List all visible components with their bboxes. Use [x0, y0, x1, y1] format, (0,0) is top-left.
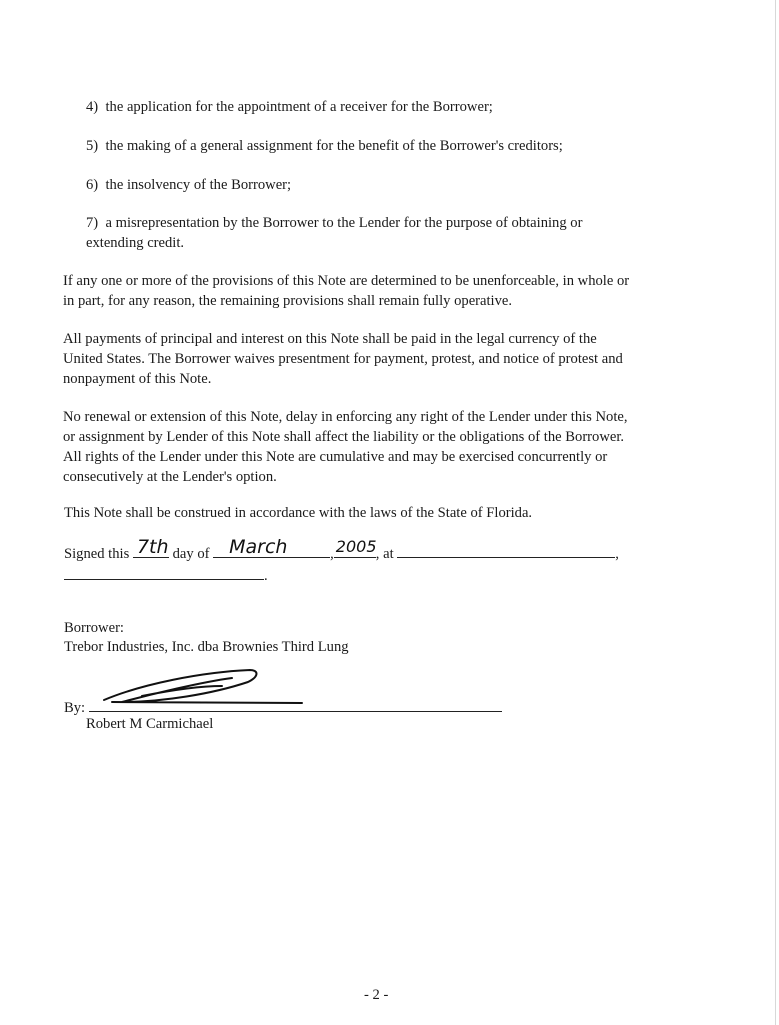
year-blank [334, 537, 377, 558]
list-item-7: 7) a misrepresentation by the Borrower to the Lender for the purpose of obtaining or extending credit. [86, 215, 583, 251]
severability-paragraph: If any one or more of the provisions of this Note are determined to be unenforceable, in whole or in part, for any reason, the remaining provisions shall remain fully operative. [63, 273, 630, 309]
day-handwritten: 7th [136, 536, 169, 558]
governing-law-paragraph: This Note shall be construed in accordance with the laws of the State of Florida. [64, 505, 533, 521]
signed-line: Signed this 7th day of March , 2005 , at , [64, 536, 619, 562]
signer-name: Robert M Carmichael [86, 716, 214, 732]
list-item-6: 6) the insolvency of the Borrower; [86, 177, 292, 193]
signature-blank [89, 695, 502, 712]
year-handwritten: 2005 [335, 537, 377, 556]
location-blank-2 [64, 563, 264, 580]
list-item-4: 4) the application for the appointment of a receiver for the Borrower; [86, 99, 493, 115]
payments-paragraph: All payments of principal and interest on this Note shall be paid in the legal currency of the United States. The Borrower waives presentment for payment, protest, and notice of protest and nonpayment of this Note. [63, 331, 623, 387]
scan-edge [775, 0, 776, 1025]
by-line: By: [64, 695, 502, 718]
month-blank [213, 536, 330, 558]
signed-line-continuation: . [64, 563, 268, 586]
borrower-label: Borrower: [64, 620, 124, 636]
list-item-5: 5) the making of a general assignment for the benefit of the Borrower's creditors; [86, 138, 563, 154]
page-number: - 2 - [364, 987, 389, 1003]
day-blank [133, 536, 169, 558]
renewal-paragraph: No renewal or extension of this Note, delay in enforcing any right of the Lender under this Note, or assignment by Lender of this Note shall affect the liability or the obligations of the Borrower. All rights of the Lender under this Note are cumulative and may be exercised concurrently or consecutively at the Lender's option. [63, 409, 628, 485]
month-handwritten: March [229, 536, 288, 558]
location-blank [397, 541, 615, 558]
borrower-name: Trebor Industries, Inc. dba Brownies Third Lung [64, 639, 349, 655]
